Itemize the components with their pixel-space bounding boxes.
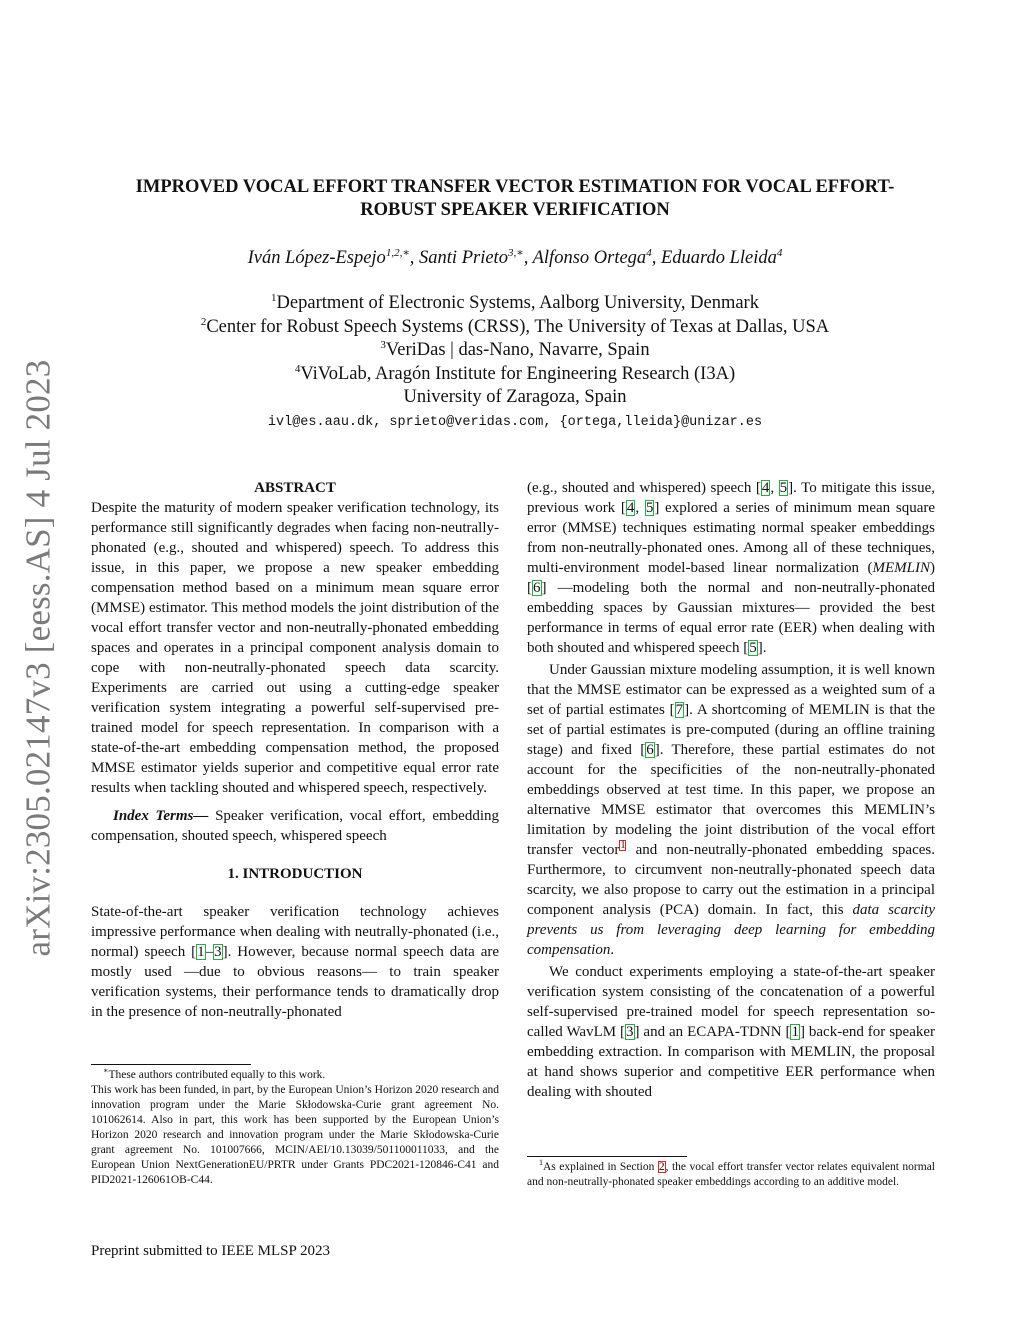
text-run: ] back-end for speaker embedding extraction. In comparison with MEMLIN, the proposal at hand shows superior and competitive EER performance when dealing with shouted — [527, 1024, 935, 1100]
text-run: – — [205, 944, 214, 960]
text-run: . However, because normal speech data are mostly used —due to obvious reasons— to train speaker verification systems, their performance tends to dramatically drop in the presence of non-neutrally-phonated — [91, 944, 500, 1020]
affiliation-text: Center for Robust Speech Systems (CRSS), The University of Texas at Dallas, USA — [206, 316, 830, 337]
affiliation-mark: 1 — [271, 292, 277, 304]
section-link[interactable]: 2 — [658, 1161, 665, 1173]
citation-link[interactable]: 7 — [675, 702, 684, 718]
text-run: (e.g., shouted and whispered) speech [ — [527, 480, 761, 496]
author-name: Iván López-Espejo — [247, 248, 386, 268]
affiliation-text: Department of Electronic Systems, Aalborg University, Denmark — [276, 293, 759, 313]
author-name: Alfonso Ortega — [532, 248, 647, 268]
index-terms — [91, 806, 499, 846]
affiliation — [110, 292, 920, 316]
affiliation-text: University of Zaragoza, Spain — [403, 387, 627, 407]
arxiv-id: arXiv:2305.02147v3 [eess.AS] 4 Jul 2023 — [18, 359, 58, 956]
affiliation-text: VeriDas | das-Nano, Navarre, Spain — [385, 340, 650, 360]
footnote-link[interactable]: 1 — [620, 840, 626, 851]
footnote-1 — [527, 1160, 935, 1190]
citation-link[interactable]: 4 — [761, 480, 770, 496]
affiliation — [110, 339, 920, 363]
affiliation — [110, 363, 920, 387]
text-run: and non-neutrally-phonated embedding spaces. Furthermore, to circumvent non-neutrally-phonated speech data scarcity, we also propose to carry out the estimation in a principal component analysis (PCA) domain. In fact, this — [527, 842, 935, 918]
citation-link[interactable]: 5 — [779, 480, 788, 496]
affiliation — [110, 386, 920, 410]
text-run: ] and an ECAPA-TDNN [ — [634, 1024, 791, 1040]
memlin-term: MEMLIN — [872, 560, 930, 576]
affiliation-mark: 4 — [294, 362, 301, 375]
citation-link[interactable]: 5 — [749, 640, 757, 656]
abstract-heading: ABSTRACT — [254, 480, 336, 496]
footnote-divider — [91, 1064, 251, 1065]
intro-paragraph-4 — [527, 962, 935, 1102]
citation-link[interactable]: 5 — [645, 500, 654, 516]
footnotes-left — [91, 1068, 499, 1188]
index-terms-label: Index Terms— — [113, 808, 209, 824]
footnote-divider — [527, 1156, 687, 1157]
equal-contribution-note — [91, 1068, 499, 1083]
intro-paragraph-1: State-of-the-art speaker verification technology achieves impressive performance when dealing with neutrally-phonated (i.e., normal) speech [1–3]. However, because normal speech data are mostly used —due to obvious reasons— to train speaker verification systems, their performance tends to dramatically drop in the presence of non-neutrally-phonated — [91, 904, 500, 1020]
funding-note: This work has been funded, in part, by the European Union’s Horizon 2020 research and innovation program under the Marie Skłodowska-Curie grant agreement No. 101062614. Also in part, this work has been supported by the European Union’s Horizon 2020 research and innovation program under the Marie Skłodowska-Curie grant agreement No. 101007666, MCIN/AEI/10.13039/501100011033, and the European Union NextGenerationEU/PRTR under Grants PDC2021-120846-C41 and PID2021-126061OB-C44. — [91, 1084, 499, 1186]
text-run: ] explored a series of minimum mean square error (MMSE) techniques estimating normal speaker embeddings from non-neutrally-phonated ones. Among all of these techniques, multi-environment model-based linear normalization ( — [527, 500, 936, 576]
index-terms-text: Speaker verification, vocal effort, embedding compensation, shouted speech, whispered speech — [91, 808, 500, 844]
citation-link[interactable]: 1 — [791, 1024, 799, 1040]
footnote-mark: ∗ — [103, 1066, 109, 1075]
affiliation-text: ViVoLab, Aragón Institute for Engineering Research (I3A) — [300, 363, 736, 384]
text-run: State-of-the-art speaker verification technology achieves impressive performance when dealing with neutrally-phonated (i.e., normal) speech — [91, 904, 499, 960]
author-name: Santi Prieto — [419, 248, 508, 268]
text-run: ]. Therefore, these partial estimates do not account for the specificities of the non-neutrally-phonated embeddings observed at test time. In this paper, we propose an alternative MMSE estimator that overcomes this MEMLIN’s limitation by modeling the joint distribution of the vocal effort transfer vector — [527, 742, 935, 858]
text-run: We conduct experiments employing a state-of-the-art speaker verification system consisting of the concatenation of a powerful self-supervised pre-trained model for speech representation so-called WavLM [ — [527, 964, 935, 1040]
abstract-text: Despite the maturity of modern speaker verification technology, its performance still significantly degrades when facing non-neutrally-phonated (e.g., shouted and whispered) speech. To address this issue, in this paper, we propose a new speaker embedding compensation method based on a minimum mean square error (MMSE) estimator. This method models the joint distribution of the vocal effort transfer vector and non-neutrally-phonated embedding spaces and operates in a principal component analysis domain to cope with non-neutrally-phonated speech data scarcity. Experiments are carried out using a cutting-edge speaker verification system integrating a powerful self-supervised pre-trained model for speech representation. In comparison with a state-of-the-art embedding compensation method, the proposed MMSE estimator yields superior and competitive equal error rate results when tackling shouted and whispered speech, respectively. — [91, 500, 499, 796]
author-marks: 1,2,∗ — [385, 247, 410, 259]
text-run: ] —modeling both the normal and non-neutrally-phonated embedding spaces by Gaussian mixtures— provided the best performance in terms of equal error rate (EER) when dealing with both shouted and whispered speech [ — [527, 580, 935, 656]
author-list: Iván López-Espejo$^{1,2,∗}$, Santi Prieto$^{3,∗}$, Alfonso Ortega$^4$, Eduardo Lleida$^4$ — [247, 247, 783, 268]
text-run: ) [ — [527, 560, 935, 596]
author-marks: 4 — [646, 247, 652, 259]
right-column — [527, 478, 935, 1102]
author-marks: 4 — [776, 247, 783, 259]
introduction-heading: 1. INTRODUCTION — [227, 866, 363, 882]
footnote-text: As explained in Section — [543, 1161, 658, 1173]
footnote-text: These authors contributed equally to this work. — [108, 1069, 326, 1081]
arxiv-stamp — [12, 359, 64, 956]
text-run: , — [635, 500, 645, 516]
citation-link[interactable]: 6 — [646, 742, 654, 758]
affiliation — [110, 316, 920, 340]
affiliation-mark: 2 — [200, 315, 207, 328]
affiliation-list — [110, 292, 920, 410]
citation-link[interactable]: 4 — [626, 500, 635, 516]
text-run: , — [770, 480, 779, 496]
intro-paragraph-3 — [527, 660, 935, 960]
citation-link[interactable]: 3 — [626, 1024, 634, 1040]
left-column — [91, 478, 499, 1022]
author-name: Eduardo Lleida — [660, 248, 777, 268]
text-run: Under Gaussian mixture modeling assumption, it is well known that the MMSE estimator can be expressed as a weighted sum of a set of partial estimates [ — [527, 662, 935, 718]
emphasis-text: data scarcity prevents us from leveraging deep learning for embedding compensation — [527, 902, 935, 958]
text-run: ]. — [757, 640, 767, 656]
citation-link[interactable]: 6 — [533, 580, 541, 596]
intro-paragraph-2 — [527, 478, 935, 658]
footnote-right — [527, 1160, 935, 1190]
affiliation-mark: 3 — [380, 339, 386, 351]
author-marks: 3,∗ — [507, 247, 524, 259]
text-run: ]. A shortcoming of MEMLIN is that the set of partial estimates is pre-computed (during an offline training stage) and fixed [ — [527, 702, 935, 758]
citation-link[interactable]: 1 — [197, 944, 205, 960]
footnote-mark: 1 — [539, 1158, 543, 1167]
citation-link[interactable]: 3 — [214, 944, 222, 960]
footnote-text: , the vocal effort transfer vector relates equivalent normal and non-neutrally-phonated speaker embeddings according to an additive model. — [527, 1161, 935, 1188]
preprint-note: Preprint submitted to IEEE MLSP 2023 — [91, 1243, 331, 1259]
paper-title: IMPROVED VOCAL EFFORT TRANSFER VECTOR ESTIMATION FOR VOCAL EFFORT-ROBUST SPEAKER VERIFICATION — [135, 177, 895, 220]
text-run: . — [610, 942, 615, 958]
author-emails: ivl@es.aau.dk, sprieto@veridas.com, {ortega,lleida}@unizar.es — [267, 415, 763, 430]
text-run: ]. To mitigate this issue, previous work [ — [527, 480, 935, 516]
